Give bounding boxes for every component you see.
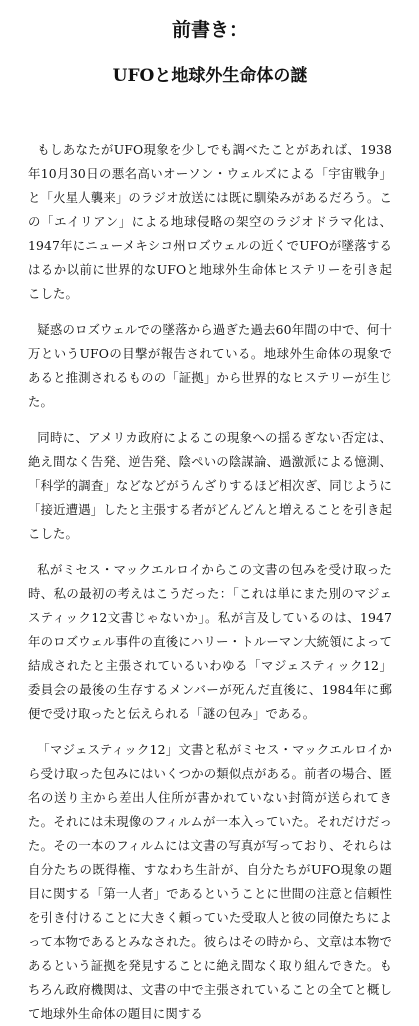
- page-subtitle: UFOと地球外生命体の謎: [112, 66, 308, 86]
- paragraph: 「マジェスティック12」文書と私がミセス・マックエルロイから受け取った包みにはいくつかの類似点がある。前者の場合、匿名の送り主から差出人住所が書かれていない封筒が送られてきた。それには未現像のフィルムが一本入っていた。それだけだった。その一本のフィルムには文書の写真が写っており、それらは自分たちの既得権、すなわち生計が、自分たちがUFO現象の題目に関する「第一人者」であるということに世間の注意と信頼性を引き付けることに大きく頼っていた受取人と彼の同僚たちによって本物であるとみなされた。彼らはその時から、文章は本物であるという証拠を発見することに絶え間なく取り組んできた。もちろん政府機関は、文書の中で主張されていることの全てと概して地球外生命体の題目に関する: [28, 742, 392, 1021]
- paragraph: 私がミセス・マックエルロイからこの文書の包みを受け取った時、私の最初の考えはこうだった：「これは単にまた別のマジェスティック12文書じゃないか」。私が言及しているのは、1947年のロズウェル事件の直後にハリー・トルーマン大統領によって結成されたと主張されているいわゆる「マジェスティック12」委員会の最後の生存するメンバーが死んだ直後に、1984年に郵便で受け取ったと伝えられる「謎の包み」である。: [28, 562, 392, 721]
- paragraph: 疑惑のロズウェルでの墜落から過ぎた過去60年間の中で、何十万というUFOの目撃が報告されている。地球外生命体の現象であると推測されるものの「証拠」から世界的なヒステリーが生じた。: [28, 322, 392, 409]
- paragraph: 同時に、アメリカ政府によるこの現象への揺るぎない否定は、絶え間なく告発、逆告発、陰ぺいの陰謀論、過激派による憶測、「科学的調査」などなどがうんざりするほど相次ぎ、同じように「接近遭遇」したと主張する者がどんどんと増えることを引き起こした。: [28, 430, 392, 541]
- document-body: [28, 138, 392, 1026]
- page-title: 前書き：: [171, 19, 248, 41]
- paragraph: もしあなたがUFO現象を少しでも調べたことがあれば、1938年10月30日の悪名高いオーソン・ウェルズによる「宇宙戦争」と「火星人襲来」のラジオ放送には既に馴染みがあるだろう。この「エイリアン」による地球侵略の架空のラジオドラマ化は、1947年にニューメキシコ州ロズウェルの近くでUFOが墜落するはるか以前に世界的なUFOと地球外生命体ヒステリーを引き起こした。: [28, 142, 392, 301]
